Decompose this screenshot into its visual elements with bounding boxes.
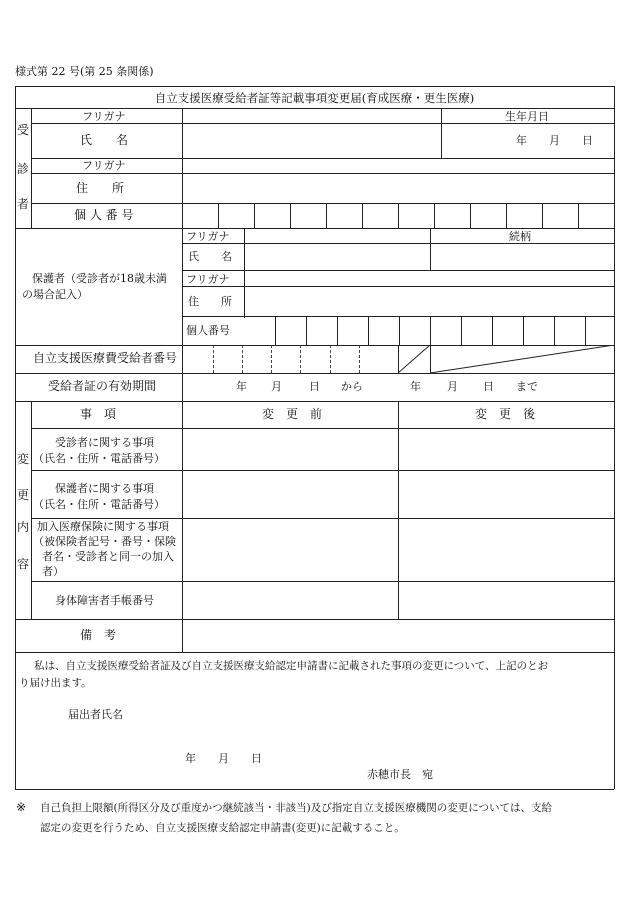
col-line <box>441 108 442 158</box>
guardian-relation-label: 続柄 <box>509 230 531 243</box>
change-row-guardian-line2: （氏名・住所・電話番号） <box>33 498 165 511</box>
changes-label-3: 内 <box>16 520 29 534</box>
row-line <box>182 286 614 287</box>
id-cell-line <box>554 316 555 345</box>
id-cell-line <box>434 203 435 228</box>
patient-label-2: 診 <box>16 162 29 176</box>
change-row-patient-line2: （氏名・住所・電話番号） <box>33 452 165 465</box>
changes-label-2: 更 <box>16 488 29 502</box>
guardian-furigana-label: フリガナ <box>186 230 230 243</box>
row-line <box>15 373 614 374</box>
declaration-line2: り届け出ます。 <box>19 677 92 689</box>
col-item-header: 事 項 <box>80 407 117 421</box>
table-top-border <box>15 86 614 87</box>
guardian-label-line1: 保護者（受診者が18歳未満 <box>32 272 167 285</box>
change-row-insurance-line4: 者） <box>42 565 64 578</box>
guardian-id-label: 個人番号 <box>186 324 230 337</box>
row-line <box>15 652 614 653</box>
applicant-name-label: 届出者氏名 <box>68 708 123 721</box>
id-cell-line <box>275 316 276 345</box>
col-line <box>182 373 183 401</box>
id-cell-line <box>368 316 369 345</box>
patient-id-label: 個 人 番 号 <box>74 208 134 222</box>
patient-label-1: 受 <box>16 123 29 137</box>
col-after-header: 変 更 後 <box>475 407 536 421</box>
validity-until-text: まで <box>516 380 538 393</box>
note-line2: 認定の変更を行うため、自立支援医療支給認定申請書(変更)に記載すること。 <box>40 822 405 834</box>
col-line <box>182 108 183 228</box>
note-mark: ※ <box>16 800 27 814</box>
id-cell-line <box>306 316 307 345</box>
validity-to-year: 年 <box>410 380 421 393</box>
id-cell-line <box>290 203 291 228</box>
id-cell-line <box>430 316 431 345</box>
patient-label-3: 者 <box>16 197 29 211</box>
form-number: 様式第 22 号(第 25 条関係) <box>15 65 154 78</box>
changes-label-4: 容 <box>16 557 29 571</box>
addressee: 赤穂市長 宛 <box>367 768 433 781</box>
patient-furigana-label: フリガナ <box>82 110 126 123</box>
change-row-insurance-line3: 者名・受診者と同一の加入 <box>42 550 174 563</box>
changes-label-1: 変 <box>16 452 29 466</box>
row-line <box>31 581 614 582</box>
change-row-patient-line1: 受診者に関する事項 <box>55 436 154 449</box>
row-line <box>31 470 614 471</box>
patient-furigana2-label: フリガナ <box>82 159 126 172</box>
col-line <box>31 108 32 228</box>
diagonal-strike-1 <box>398 345 430 373</box>
change-row-insurance-line1: 加入医療保険に関する事項 <box>37 520 169 533</box>
digit-divider <box>242 345 243 373</box>
id-cell-line <box>337 316 338 345</box>
diagonal-strike-2 <box>430 345 614 373</box>
id-cell-line <box>585 316 586 345</box>
row-line <box>182 270 614 271</box>
form-title: 自立支援医療受給者証等記載事項変更届(育成医療・更生医療) <box>154 91 475 105</box>
id-cell-line <box>578 203 579 228</box>
validity-label: 受給者証の有効期間 <box>48 379 157 393</box>
id-cell-line <box>218 203 219 228</box>
guardian-address-label: 住 所 <box>188 295 232 308</box>
id-cell-line <box>399 316 400 345</box>
table-right-border <box>614 86 615 789</box>
guardian-name-label: 氏 名 <box>188 250 232 263</box>
id-cell-line <box>542 203 543 228</box>
table-bottom-border <box>15 789 614 790</box>
row-line <box>15 619 614 620</box>
row-line <box>182 243 614 244</box>
digit-divider <box>300 345 301 373</box>
recipient-number-label: 自立支援医療費受給者番号 <box>33 351 178 365</box>
row-line <box>15 108 614 109</box>
col-line <box>398 401 399 619</box>
id-cell-line <box>492 316 493 345</box>
digit-divider <box>330 345 331 373</box>
patient-birthdate-value: 年 月 日 <box>516 134 593 147</box>
remarks-label: 備 考 <box>80 628 117 642</box>
id-cell-line <box>523 316 524 345</box>
row-line <box>31 428 614 429</box>
digit-divider <box>359 345 360 373</box>
table-left-border <box>15 86 16 789</box>
change-row-insurance-line2: （被保険者記号・番号・保険 <box>33 535 176 548</box>
declaration-date: 年 月 日 <box>185 752 262 765</box>
row-line <box>31 123 614 124</box>
row-line <box>182 316 614 317</box>
change-row-disability-book: 身体障害者手帳番号 <box>55 594 154 607</box>
validity-from-year: 年 <box>236 380 247 393</box>
validity-to-day: 日 <box>483 380 494 393</box>
col-line <box>244 228 245 318</box>
id-cell-line <box>362 203 363 228</box>
row-line <box>15 228 614 229</box>
col-line <box>430 228 431 270</box>
col-line <box>182 401 183 652</box>
digit-divider <box>213 345 214 373</box>
change-row-guardian-line1: 保護者に関する事項 <box>55 482 154 495</box>
patient-birthdate-label: 生年月日 <box>505 110 549 123</box>
col-before-header: 変 更 前 <box>262 407 323 421</box>
guardian-furigana2-label: フリガナ <box>186 273 230 286</box>
col-line <box>31 401 32 619</box>
id-cell-line <box>254 203 255 228</box>
patient-name-label: 氏 名 <box>80 133 129 147</box>
id-cell-line <box>506 203 507 228</box>
validity-from-month: 月 <box>271 380 282 393</box>
id-cell-line <box>461 316 462 345</box>
validity-to-month: 月 <box>447 380 458 393</box>
row-line <box>31 173 614 174</box>
declaration-line1: 私は、自立支援医療受給者証及び自立支援医療支給認定申請書に記載された事項の変更について、上記のとお <box>34 660 549 672</box>
diagonal-strike-lines <box>398 345 614 373</box>
note-line1: 自己負担上限額(所得区分及び重度かつ継続該当・非該当)及び指定自立支援医療機関の変更については、支給 <box>40 802 552 814</box>
patient-address-label: 住 所 <box>76 181 125 195</box>
validity-from-day: 日 <box>309 380 320 393</box>
row-line <box>31 203 614 204</box>
row-line <box>15 401 614 402</box>
validity-from-text: から <box>341 380 363 393</box>
row-line <box>31 518 614 519</box>
id-cell-line <box>470 203 471 228</box>
id-cell-line <box>398 203 399 228</box>
id-cell-line <box>326 203 327 228</box>
digit-divider <box>271 345 272 373</box>
guardian-label-line2: の場合記入） <box>22 288 88 301</box>
col-line <box>182 345 183 373</box>
